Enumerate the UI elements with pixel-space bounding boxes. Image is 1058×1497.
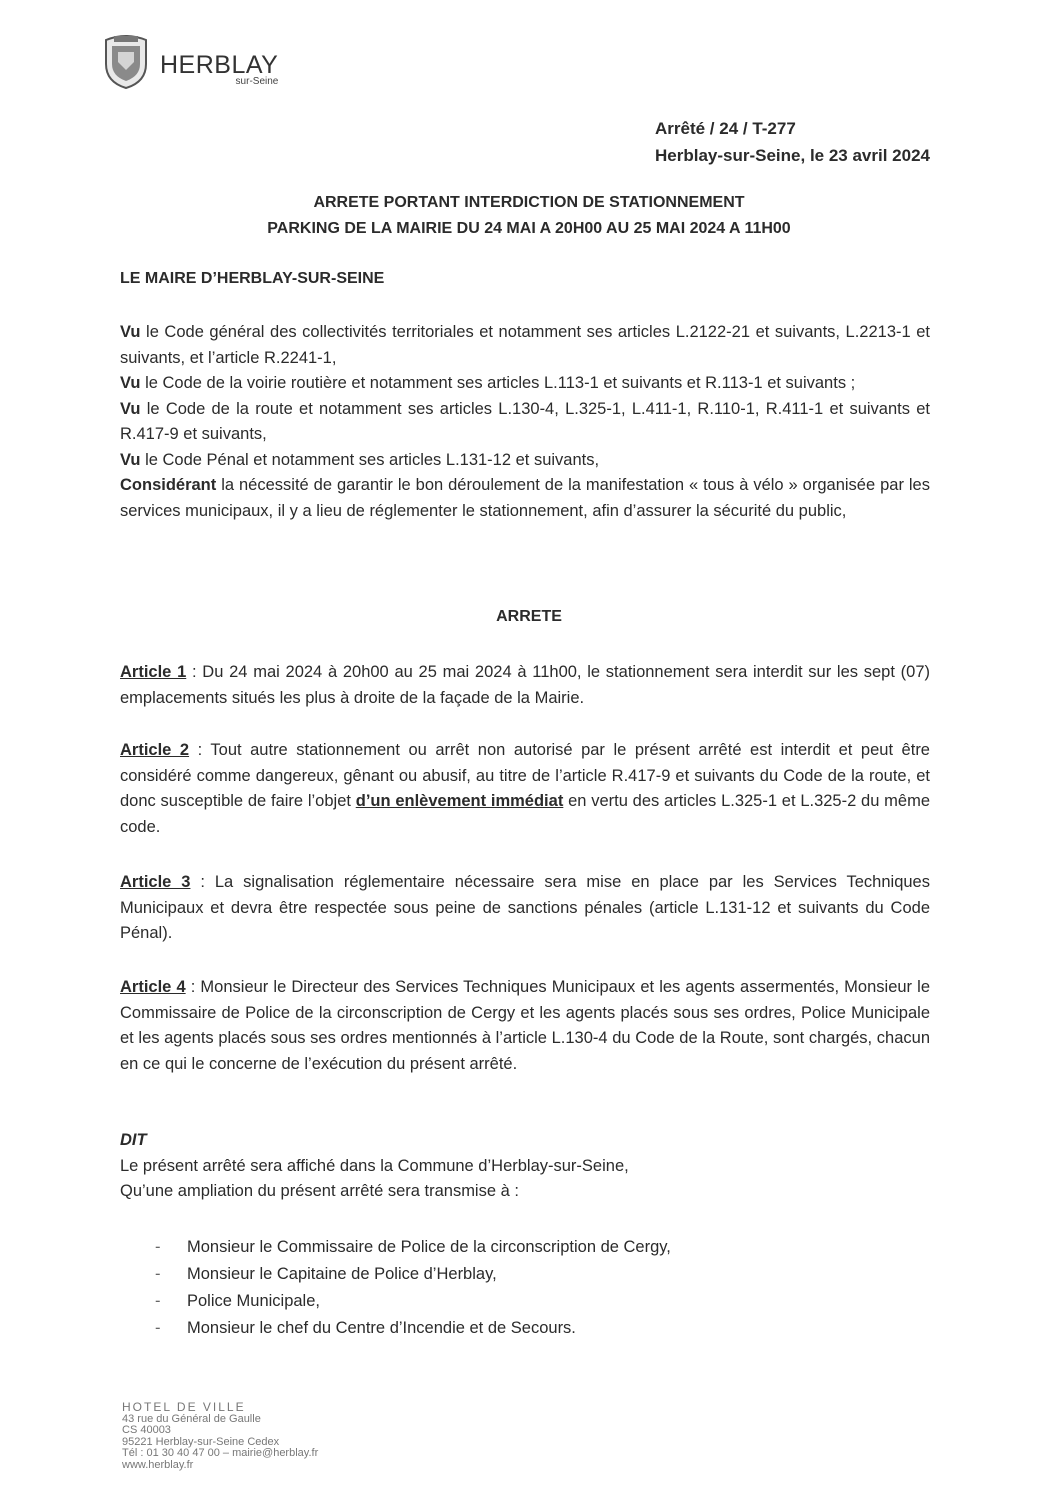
footer-line: Tél : 01 30 40 47 00 – mairie@herblay.fr: [122, 1447, 319, 1459]
footer-line: 43 rue du Général de Gaulle: [122, 1412, 261, 1425]
reference-number: Arrêté / 24 / T-277: [655, 119, 796, 138]
consideration-item: Vu le Code de la voirie routière et notamment ses articles L.113-1 et suivants et R.113-1 et suivants ;: [120, 374, 856, 392]
document-reference: [655, 115, 930, 169]
article-2: Article 2 : Tout autre stationnement ou arrêt non autorisé par le présent arrêté est interdit et peut être considéré comme dangereux, gênant ou abusif, au titre de l’article R.417-9 et suivants du Code de la route, et donc susceptible de faire l’objet d’un enlèvement immédiat en vertu des articles L.325-1 et L.325-2 du même code.: [120, 741, 931, 836]
arrete-heading: ARRETE: [496, 608, 562, 625]
document-title: [0, 190, 1058, 242]
title-line-2: PARKING DE LA MAIRIE DU 24 MAI A 20H00 AU 25 MAI 2024 A 11H00: [267, 220, 791, 237]
logo-subtitle: sur-Seine: [235, 76, 279, 87]
consideration-item: Vu le Code Pénal et notamment ses articles L.131-12 et suivants,: [120, 450, 600, 469]
footer-address: [122, 1402, 318, 1471]
consideration-item: Vu le Code de la route et notamment ses articles L.130-4, L.325-1, L.411-1, R.110-1, R.411-1 et suivants et R.417-9 et suivants,: [120, 399, 930, 443]
article-label: Article 2: [120, 741, 190, 759]
article-4: Article 4 : Monsieur le Directeur des Services Techniques Municipaux et les agents assermentés, Monsieur le Commissaire de Police de la circonscription de Cergy et les agents placés sous ses ordres, Police Municipale et les agents placés sous ses ordres mentionnés à l’article L.130-4 du Code de la Route, sont chargés, chacun en ce qui le concerne de l’exécution du présent arrêté.: [120, 978, 930, 1073]
emphasis-text: d’un enlèvement immédiat: [355, 792, 564, 810]
title-line-1: ARRETE PORTANT INTERDICTION DE STATIONNEMENT: [313, 194, 745, 211]
article-1: Article 1 : Du 24 mai 2024 à 20h00 au 25 mai 2024 à 11h00, le stationnement sera interdit sur les sept (07) emplacements situés les plus à droite de la façade de la Mairie.: [120, 663, 930, 707]
list-item: - Monsieur le Commissaire de Police de la circonscription de Cergy,: [155, 1238, 671, 1256]
considerations: [120, 320, 930, 524]
crest-icon: [100, 32, 152, 90]
dit-line-2: Qu’une ampliation du présent arrêté sera transmise à :: [120, 1182, 519, 1200]
footer-line: CS 40003: [122, 1424, 171, 1436]
article-label: Article 4: [120, 978, 186, 996]
dit-section: [120, 1128, 930, 1205]
list-item: - Monsieur le Capitaine de Police d’Herblay,: [155, 1265, 497, 1283]
article-label: Article 3: [120, 873, 191, 891]
footer-line: www.herblay.fr: [122, 1458, 194, 1471]
list-item: - Monsieur le chef du Centre d’Incendie et de Secours.: [155, 1319, 576, 1337]
consideration-item: Vu le Code général des collectivités territoriales et notamment ses articles L.2122-21 et suivants, L.2213-1 et suivants, et l’article R.2241-1,: [120, 323, 930, 367]
place-date: Herblay-sur-Seine, le 23 avril 2024: [655, 146, 930, 165]
list-item: - Police Municipale,: [155, 1292, 320, 1310]
dit-line-1: Le présent arrêté sera affiché dans la Commune d’Herblay-sur-Seine,: [120, 1156, 629, 1175]
dit-heading: DIT: [120, 1131, 147, 1149]
logo-name: HERBLAY: [160, 51, 279, 79]
city-logo: [100, 32, 278, 90]
recipients-list: [155, 1234, 671, 1342]
article-3: Article 3 : La signalisation réglementaire nécessaire sera mise en place par les Services Techniques Municipaux et devra être respectée sous peine de sanctions pénales (article L.131-12 et suivants du Code Pénal).: [120, 873, 930, 942]
footer-heading: HOTEL DE VILLE: [122, 1400, 246, 1414]
maire-heading: LE MAIRE D’HERBLAY-SUR-SEINE: [120, 270, 385, 287]
footer-line: 95221 Herblay-sur-Seine Cedex: [122, 1435, 280, 1448]
consideration-item: Considérant la nécessité de garantir le bon déroulement de la manifestation « tous à vélo » organisée par les services municipaux, il y a lieu de réglementer le stationnement, afin d’assurer la sécurité du public,: [120, 476, 930, 520]
article-label: Article 1: [120, 663, 187, 681]
